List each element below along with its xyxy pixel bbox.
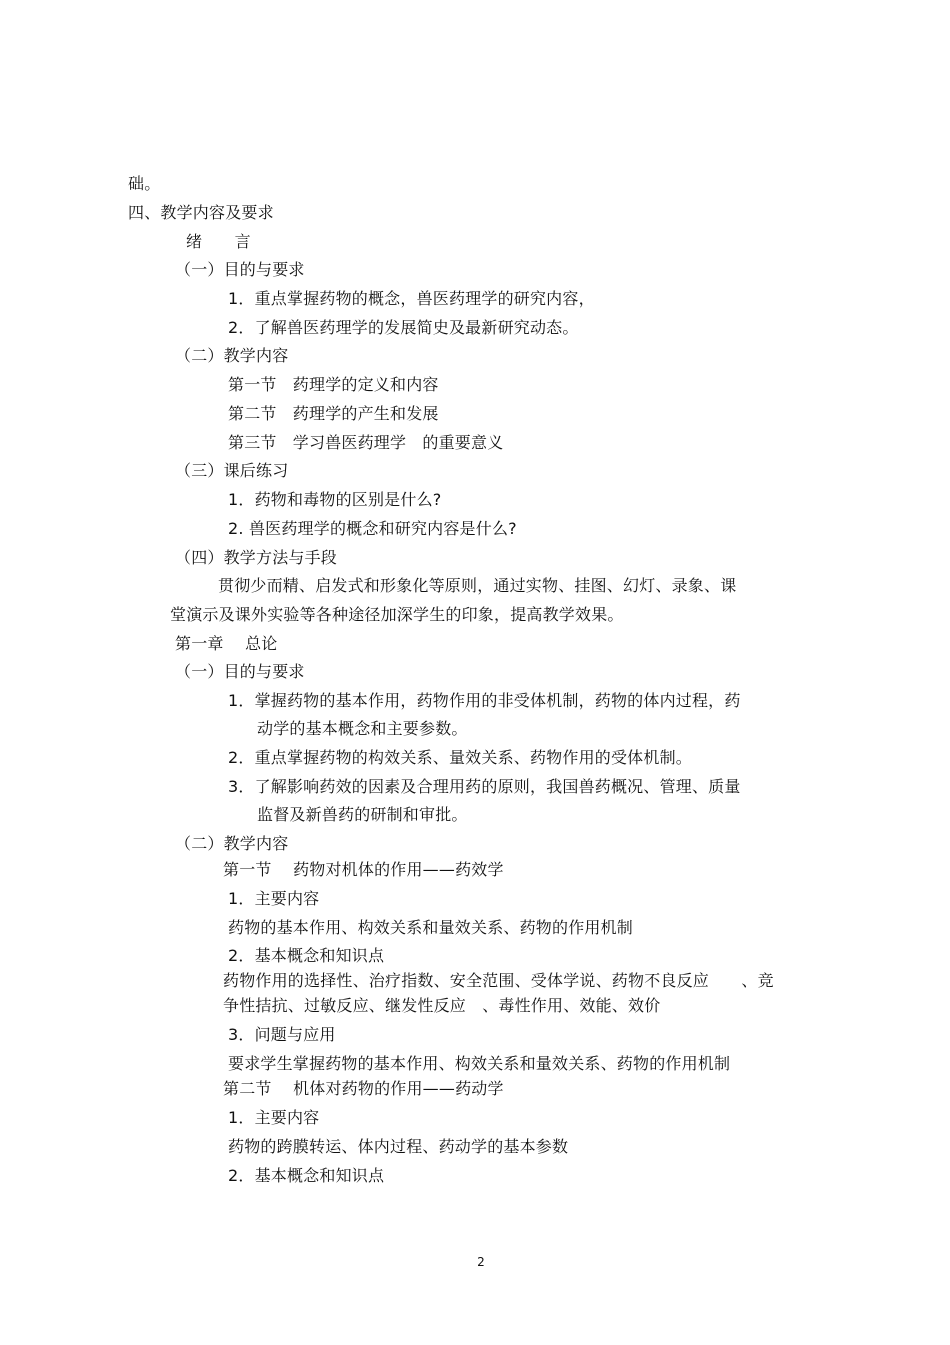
list-item: 1．重点掌握药物的概念，兽医药理学的研究内容，: [228, 289, 595, 308]
chapter-heading: 第一章 总论: [175, 634, 278, 653]
list-item: 第二节 药理学的产生和发展: [228, 404, 439, 423]
text-line: （三）课后练习: [175, 461, 289, 480]
text-line: （一）目的与要求: [175, 662, 305, 681]
page-number: 2: [477, 1255, 485, 1269]
paragraph-line: 堂演示及课外实验等各种途径加深学生的印象，提高教学效果。: [170, 605, 624, 624]
list-item: 1．药物和毒物的区别是什么?: [228, 490, 442, 509]
paragraph-line: 贯彻少而精、启发式和形象化等原则，通过实物、挂图、幻灯、录象、课: [218, 576, 737, 595]
section-title: 第二节 机体对药物的作用——药动学: [223, 1079, 504, 1098]
list-item: 1．主要内容: [228, 889, 320, 908]
section-heading: 四、教学内容及要求: [128, 203, 274, 222]
list-item: 1．主要内容: [228, 1108, 320, 1127]
subsection-heading: 绪 言: [186, 232, 251, 251]
list-item: 3．问题与应用: [228, 1025, 336, 1044]
list-item: 2．基本概念和知识点: [228, 1166, 385, 1185]
section-title: 第一节 药物对机体的作用——药效学: [223, 860, 504, 879]
paragraph-line: 药物作用的选择性、治疗指数、安全范围、受体学说、药物不良反应 、竞: [223, 971, 774, 990]
paragraph-line: 争性拮抗、过敏反应、继发性反应 、毒性作用、效能、效价: [223, 996, 661, 1015]
text-line: （四）教学方法与手段: [175, 548, 338, 567]
list-item: 2．了解兽医药理学的发展简史及最新研究动态。: [228, 318, 579, 337]
text-line: 础。: [128, 174, 161, 193]
text-line: （一）目的与要求: [175, 260, 305, 279]
text-line: 药物的基本作用、构效关系和量效关系、药物的作用机制: [228, 918, 634, 937]
list-item: 1．掌握药物的基本作用，药物作用的非受体机制，药物的体内过程，药: [228, 691, 741, 710]
list-item: 2．重点掌握药物的构效关系、量效关系、药物作用的受体机制。: [228, 748, 692, 767]
text-line: 药物的跨膜转运、体内过程、药动学的基本参数: [228, 1137, 569, 1156]
text-line: 要求学生掌握药物的基本作用、构效关系和量效关系、药物的作用机制: [228, 1054, 731, 1073]
text-line: （二）教学内容: [175, 834, 289, 853]
list-item: 2. 兽医药理学的概念和研究内容是什么?: [228, 519, 517, 538]
list-item: 3．了解影响药效的因素及合理用药的原则，我国兽药概况、管理、质量: [228, 777, 741, 796]
list-item: 第一节 药理学的定义和内容: [228, 375, 439, 394]
list-item: 第三节 学习兽医药理学 的重要意义: [228, 433, 504, 452]
text-line: （二）教学内容: [175, 346, 289, 365]
list-item-continuation: 动学的基本概念和主要参数。: [257, 719, 468, 738]
list-item-continuation: 监督及新兽药的研制和审批。: [257, 805, 468, 824]
list-item: 2．基本概念和知识点: [228, 946, 385, 965]
